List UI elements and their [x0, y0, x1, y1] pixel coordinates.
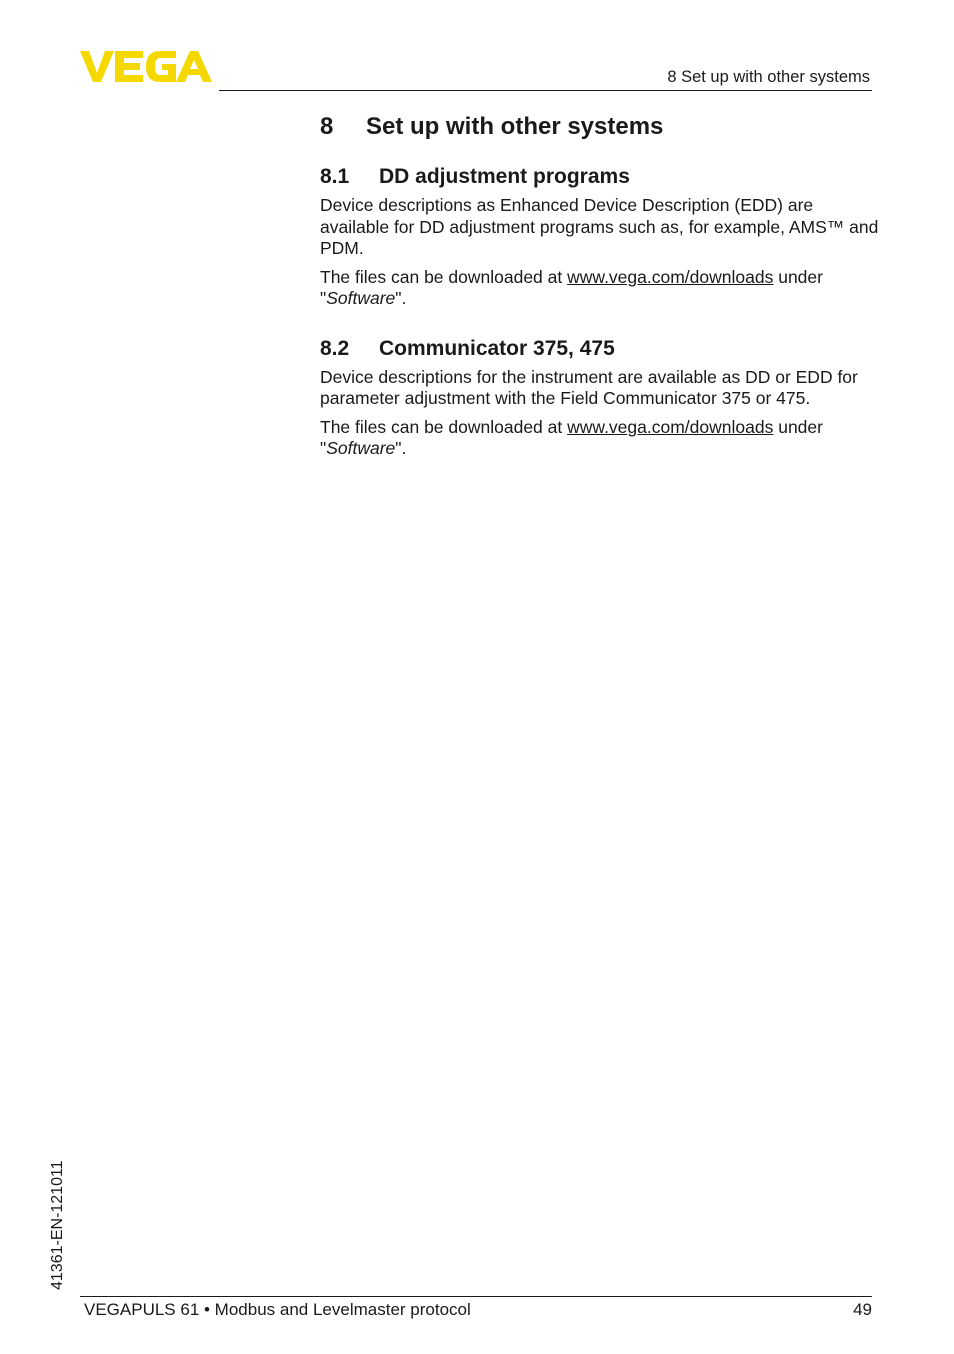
vega-logo: [80, 50, 212, 83]
main-content: [320, 110, 880, 460]
downloads-link[interactable]: www.vega.com/downloads: [567, 266, 774, 287]
section-title: Communicator 375, 475: [379, 336, 615, 360]
download-paragraph: [320, 267, 880, 310]
text: The files can be downloaded at: [320, 266, 568, 287]
page-number: 49: [853, 1300, 872, 1319]
downloads-link[interactable]: www.vega.com/downloads: [567, 416, 774, 437]
section-paragraph: Device descriptions for the instrument are available as DD or EDD for parameter adjustment with the Field Communicator 375 or 475.: [320, 366, 858, 408]
section-number: 8.1: [320, 165, 350, 188]
footer-product: VEGAPULS 61 • Modbus and Levelmaster protocol: [84, 1300, 471, 1319]
section-heading: [320, 335, 880, 363]
footer-rule: [80, 1296, 872, 1297]
text: ".: [395, 288, 407, 308]
chapter-heading: [320, 111, 880, 143]
chapter-title: Set up with other systems: [366, 113, 664, 140]
software-term: Software: [326, 288, 396, 308]
section-paragraph: Device descriptions as Enhanced Device Description (EDD) are available for DD adjustment programs such as, for example, AMS™ and PDM.: [320, 195, 879, 258]
section-number: 8.2: [320, 336, 350, 360]
section-heading: [320, 163, 880, 191]
text: under ": [320, 416, 823, 458]
software-term: Software: [326, 438, 396, 458]
text: The files can be downloaded at: [320, 416, 568, 437]
chapter-number: 8: [320, 113, 334, 140]
logo-text: VEGA: [80, 50, 83, 51]
document-code: 41361-EN-121011: [49, 1160, 66, 1290]
running-head: 8 Set up with other systems: [667, 68, 870, 86]
download-paragraph: [320, 417, 880, 460]
text: ".: [395, 438, 407, 458]
text: under ": [320, 266, 823, 308]
section-title: DD adjustment programs: [379, 165, 630, 188]
header-rule: [219, 90, 872, 91]
